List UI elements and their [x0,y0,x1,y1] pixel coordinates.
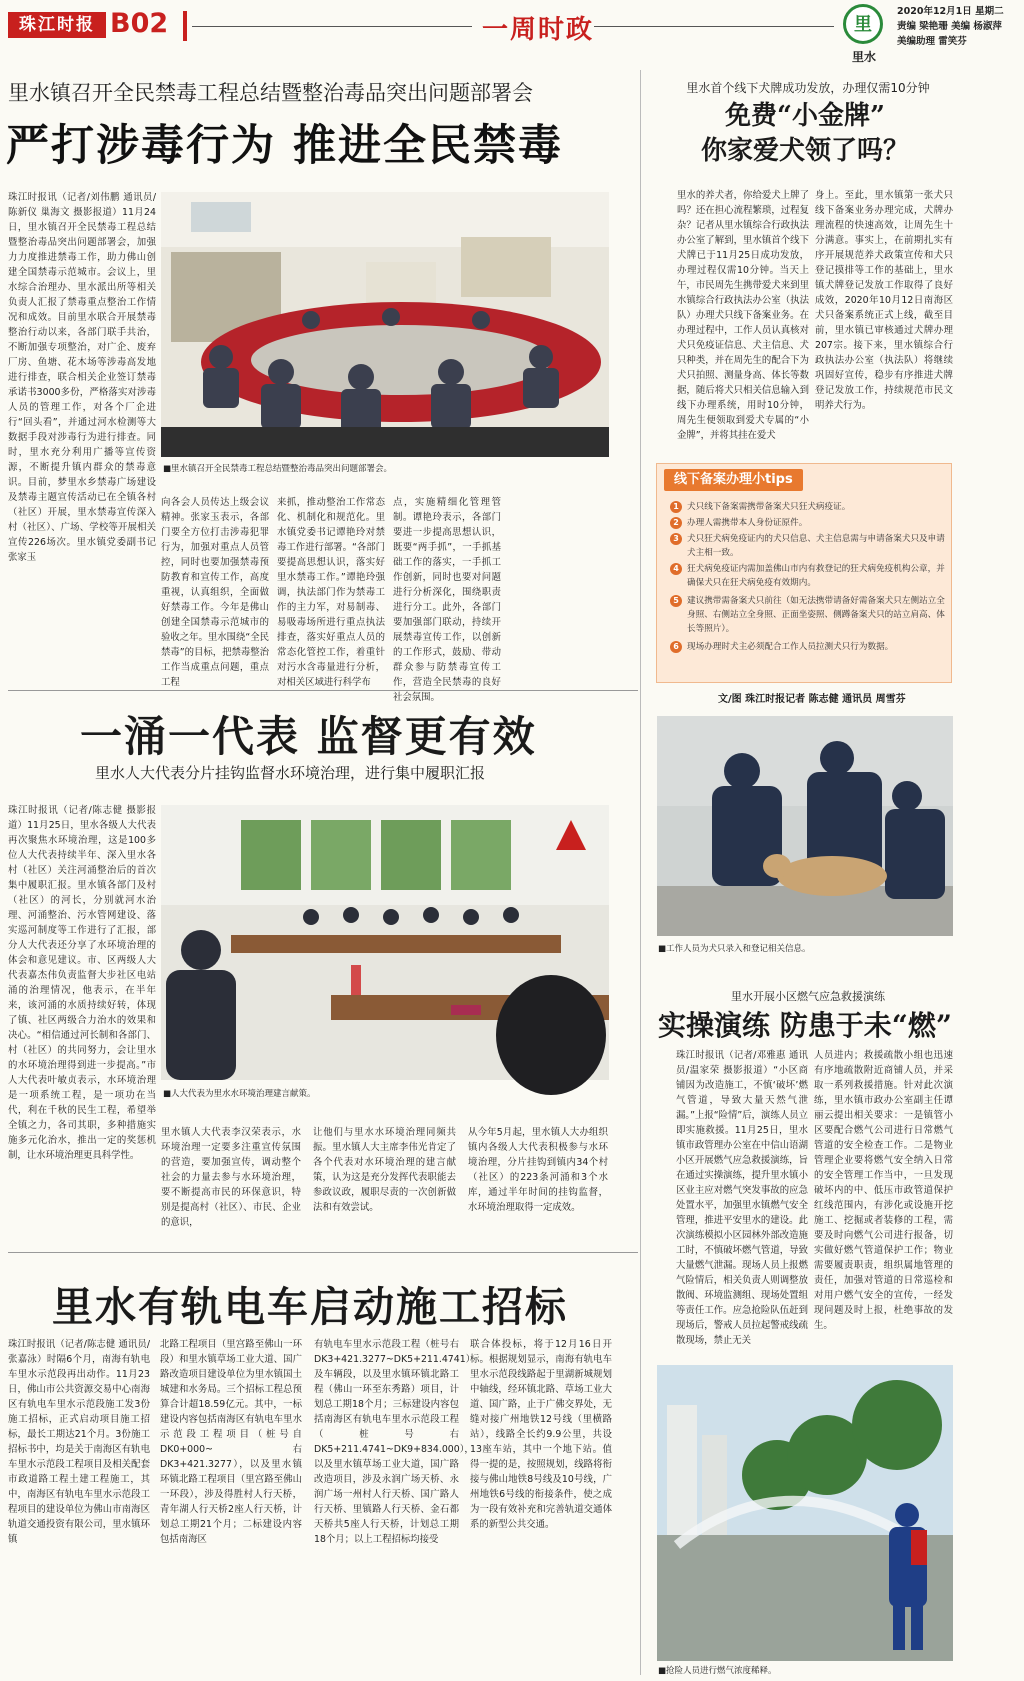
tips-box [656,463,952,683]
article2-headline: 一涌一代表 监督更有效 [80,712,537,761]
date-line: 2020年12月1日 星期二 [897,6,1004,17]
tips-title: 线下备案办理小tips [664,469,803,491]
side2-column-2: 人员进内；救援疏散小组也迅速有序地疏散附近商铺人员，并采取一系列救援措施。针对此次演练，里水镇市政办公室副主任谭丽云提出相关要求：一是镇管小区要配合燃气公司进行日常燃气管道的安全检查工作。二是物业管理企业要将燃气安全纳入日常的安全管理工作当中，一旦发现破坏内的中、低压市政管道保护红线范围内，有涉化或设施开挖施工、挖掘或者装修的工程，需要及时向燃气公司进行报备，切实做好燃气管道保护工作；物业需要履责职责，组织属地管理的责任，加强对管道的日常巡检和对用户燃气安全的宣传，一经发现问题及时上报，杜绝事故的发生。 [814,1050,953,1331]
article1-column-3: 来抓，推动整治工作常态化、机制化和规范化。里水镇党委书记谭艳玲对禁毒工作进行部署。“各部门要提高思想认识，落实好里水禁毒工作。”谭艳玲强调，执法部门作为禁毒工作的主力军，对易制毒、易吸毒场所进行重点执法排查，落实好重点人员的常态化管控工作，着重针对污水含毒量进行分析，对相关区域进行科学布 [277,497,385,688]
dog-photo-caption: ■工作人员为犬只录入和登记相关信息。 [658,944,811,954]
article-separator [8,1252,638,1253]
page-number: B02 [110,8,169,39]
column-rule [640,70,641,1675]
masthead-info [897,4,1022,49]
side2-headline: 实操演练 防患于未“燃” [658,1009,952,1042]
tip-item: 5 建议携带需备案犬只前往（如无法携带请备好需备案犬只左侧站立全身照、右侧站立全身照、正面坐姿照、侧蹲备案犬只的站立肩高、体长等照片）。 [687,594,947,636]
npc-photo-caption: ■人大代表为里水水环境治理建言献策。 [163,1089,316,1099]
side1-headline-line1: 免费“小金牌” [725,101,885,131]
side1-column-2: 身上。至此，里水镇第一张犬只线下备案业务办理完成，犬牌办理流程的快速高效，让周先生十分满意。事实上，在前期扎实有序开展规范养犬政策宣传和犬只登记摸排等工作的基础上，里水镇犬牌登记发放工作取得了良好成效，2020年10月12日南海区犬只备案系统正式上线，截至目前，里水镇已审核通过犬牌办理207宗。接下来，里水镇综合行政执法办公室（执法队）将继续巩固好宣传，稳步有序推进犬牌登记发放工作，持续规范市民文明养犬行为。 [815,190,953,411]
article3-column-3: 有轨电车里水示范段工程（桩号右DK3+421.3277~DK5+211.4741）及车辆段，以及里水镇环镇北路工程（佛山一环至东秀路）项目，计划总工期18个月；三标建设内容包括南海区有轨电车里水示范段工程（桩号右DK5+211.4741~DK9+834.000），以及里水镇草场工业大道，国广路改造项目，涉及永润广场天桥、永润广场一州村人行天桥、国广路人行天桥、里镇路人行天桥、金石都天桥共5座人行天桥，计划总工期18个月；以上工程招标均接受 [314,1339,476,1545]
masthead [0,0,1024,64]
gas-drill-photo-caption: ■抢险人员进行燃气浓度稀释。 [658,1666,777,1676]
side1-kicker: 里水首个线下犬牌成功发放，办理仅需10分钟 [686,81,930,95]
lishui-emblem-icon [843,4,883,44]
article3-column-2: 北路工程项目（里宫路至佛山一环段）和里水镇草场工业大道、国广路改造项目建设单位为里水镇国土城建和水务局。三个招标工程总预算合计超18.59亿元。其中，一标建设内容包括南海区有轨电车里水示范段工程项目（桩号自DK0+000~右DK3+421.3277），以及里水镇环镇北路工程项目（里宫路至佛山一环段），涉及得胜村人行天桥，青年湖人行天桥2座人行天桥，计划总工期21个月；二标建设内容包括南海区 [160,1339,302,1545]
article2-kicker: 里水人大代表分片挂钩监督水环境治理，进行集中履职汇报 [95,764,486,782]
article1-column-1: 珠江时报讯（记者/刘伟鹏 通讯员/陈新仪 巢海文 摄影报道）11月24日，里水镇召开全民禁毒工程总结暨整治毒品突出问题部署会，加强力力度推进禁毒工作，助力佛山创建全国禁毒示范城市。会议上，里水综合治理办、里水派出所等相关负责人汇报了禁毒重点整治工作情况和成效。目前里水联合开展禁毒整治行动以来，各部门联手共治，不断加强专项整治，对广企、废弃厂房、鱼塘、花木场等涉毒高发地进行排查，联合相关企业签订禁毒承诺书3000多份，严格落实对涉毒人员的管理工作，对各个厂企进行“回头看”，并通过河水检测等大数据手段对涉毒行为进行排查。同时，里水充分利用广播等宣传资源，不断提升镇内群众的禁毒意识。目前，梦里水乡禁毒广场建设及禁毒主题宣传活动已在全镇各村（社区）开展，里水禁毒宣传深入村（社区）、广场、学校等开展相关宣传226场次。里水镇党委副书记张家玉 [8,192,156,563]
side1-credit: 文/图 珠江时报记者 陈志健 通讯员 周雪芬 [718,694,906,705]
article1-kicker: 里水镇召开全民禁毒工程总结暨整治毒品突出问题部署会 [8,81,533,105]
gas-drill-photo [657,1365,953,1661]
tip-item: 1 犬只线下备案需携带备案犬只狂犬病疫证。 [687,500,947,514]
section-title: 一周时政 [482,15,595,45]
article1-column-2: 向各会人员传达上级会议精神。张家玉表示，各部门要全方位打击涉毒犯罪行为，加强对重点人员管控，同时也要加强禁毒预防教育和宣传工作，高度重视，认真组织，全面做好禁毒工作。今年是佛山创建全国禁毒示范城市的验收之年。里水围绕“全民禁毒”的目标，把禁毒整治工作当成重点问题，重点工程 [161,497,269,688]
masthead-rule-left [192,26,472,27]
tip-item: 2 办理人需携带本人身份证原件。 [687,516,947,530]
meeting-photo-caption: ■里水镇召开全民禁毒工程总结暨整治毒品突出问题部署会。 [163,464,393,474]
article2-column-3: 让他们与里水水环境治理同频共振。里水镇人大主席李伟光肯定了各个代表对水环境治理的建言献策，认为这是充分发挥代表职能去参政议政，履职尽责的一次创新做法和有效尝试。 [313,1127,456,1213]
article2-column-2: 里水镇人大代表李汉荣表示，水环境治理一定要多注重宣传氛围的营造，要加强宣传，调动整个社会的力量去参与水环境治理，要不断提高市民的环保意识，特别是提高村（社区）、市民、企业的意识， [161,1127,301,1228]
assistant-line: 美编助理 雷笑芬 [897,36,967,47]
article-separator [8,690,638,691]
article2-column-4: 从今年5月起，里水镇人大办组织镇内各级人大代表积极参与水环境治理，分片挂钩到镇内34个村（社区）的223条河涌和3个水库，通过半年时间的挂钩监督，水环境治理取得一定成效。 [468,1127,608,1213]
article3-column-4: 联合体投标，将于12月16日开标。根据规划显示，南海有轨电车里水示范段线路起于里湖新城规划中轴线，经环镇北路、草场工业大道、国广路，止于广佛交界处，无缝对接广州地铁12号线（里横路站），线路全长约9.9公里，共设13座车站，其中一个地下站。值得一提的是，按照规划，线路将衔接与佛山地铁8号线及10号线，广州地铁6号线的衔接条件，使之成为一段有效补充和完善轨道交通体系的新型公共交通。 [470,1339,612,1530]
masthead-divider [183,11,187,41]
paper-logo: 珠江时报 [8,12,106,38]
tip-item: 6 现场办理时犬主必须配合工作人员拉测犬只行为数据。 [687,640,947,654]
side1-column-1: 里水的养犬者，你给爱犬上牌了吗？还在担心流程繁琐，过程复杂？记者从里水镇综合行政执法办公室了解到，里水镇首个线下犬牌已于11月25日成功发放，办理过程仅需10分钟。当天上午，市民周先生携带爱犬来到里水镇综合行政执法办公室（执法队）办理犬只线下备案业务。在办理过程中，工作人员认真核对犬只免疫证信息、犬主信息、犬只种类，并在周先生的配合下为犬只拍照、测量身高、体长等数据，随后将犬只相关信息输入到线下办理系统，用时10分钟，周先生便领取到爱犬专属的“小金牌”，并将其挂在爱犬 [677,190,809,441]
side1-headline-line2: 你家爱犬领了吗？ [700,136,909,166]
tip-item: 3 犬只狂犬病免疫证内的犬只信息、犬主信息需与申请备案犬只及申请犬主相一致。 [687,532,947,560]
meeting-photo [161,192,609,457]
article3-headline: 里水有轨电车启动施工招标 [52,1283,568,1331]
tip-item: 4 狂犬病免疫证内需加盖佛山市内有救登记的狂犬病免疫机构公章，并确保犬只在狂犬病免疫有效期内。 [687,562,947,590]
side2-column-1: 珠江时报讯（记者/邓雅惠 通讯员/温家荣 摄影报道）“小区商铺因为改造施工，不慎‘破坏’燃气管道，导致大量天然气泄漏。”上报“险情”后，演练人员立即实施救援。11月25日，里水镇市政管理办公室在中信山语湖小区开展燃气应急救援演练，旨在通过实操演练，提升里水镇小区业主应对燃气突发事故的应急处置水平，加强里水镇燃气安全管理，推进平安里水的建设。此次演练模拟小区园林外部改造施工时，不慎破坏燃气管道，导致大量燃气泄漏。现场人员上报燃气险情后，相关负责人则调整放散阀、环境监测组、现场处置组等责任工作。应急抢险队伍赶到现场后，警戒人员拉起警戒线疏散现场，禁止无关 [676,1050,808,1346]
article3-column-1: 珠江时报讯（记者/陈志健 通讯员/张嘉泳）时隔6个月，南海有轨电车里水示范段再出动作。11月23日，佛山市公共资源交易中心南海区有轨电车里水示范段施工发3份施工招标，正式启动项目施工招标，最长工期达21个月。3份施工招标书中，均是关于南海区有轨电车里水示范段工程项目及相关配套市政道路工程土建工程施工，其中，南海区有轨电车里水示范段工程项目的建设单位为佛山市南海区轨道交通投资有限公司，里水镇环镇 [8,1339,150,1545]
masthead-rule-right [594,26,834,27]
editors-line: 责编 梁艳珊 美编 杨淑萍 [897,21,1002,32]
article1-column-4: 点，实施精细化管理管制。谭艳玲表示，各部门要进一步提高思想认识，既要“两手抓”，一手抓基础工作的落实，一手抓工作创新，同时也要对问题进行分析深化，围绕职责进行分工。此外，各部门要加强部门联动，持续开展禁毒宣传工作，以创新的工作形式，鼓励、带动群众参与防禁毒宣传工作，营造全民禁毒的良好社会氛围。 [393,497,501,703]
article2-column-1: 珠江时报讯（记者/陈志健 摄影报道）11月25日，里水各级人大代表再次聚焦水环境治理，这是100多位人大代表持续半年、深入里水各村（社区）关注河涌整治后的首次集中履职汇报。里水镇各部门及村（社区）的河长，分别就河水治理、河涌整治、污水管网建设、落实巡河制度等工作进行了汇报，部分人大代表还分享了水环境治理的体会和意见建议。市、区两级人大代表嘉杰伟负责监督大步社区电站涌的治理情况，他表示，在半年来，该河涌的水质持续好转，体现了镇、社区两级合力治水的效果和决心。“相信通过河长制和各部门、村（社区）的共同努力，会让里水的水环境治理得到进一步提高。”市人大代表叶敏贞表示，水环境治理是一项系统工程，是一项功在当代，利在千秋的民生工程，希望举全镇之力，各司其职，多种措施实施多元化治水，推出一定的奖惩机制，让水环境治理更具科学性。 [8,805,156,1161]
side2-kicker: 里水开展小区燃气应急救援演练 [731,990,885,1003]
npc-meeting-photo [161,805,609,1080]
emblem-caption: 里水 [851,50,876,64]
article1-headline: 严打涉毒行为 推进全民禁毒 [6,121,563,171]
dog-registration-photo [657,716,953,936]
